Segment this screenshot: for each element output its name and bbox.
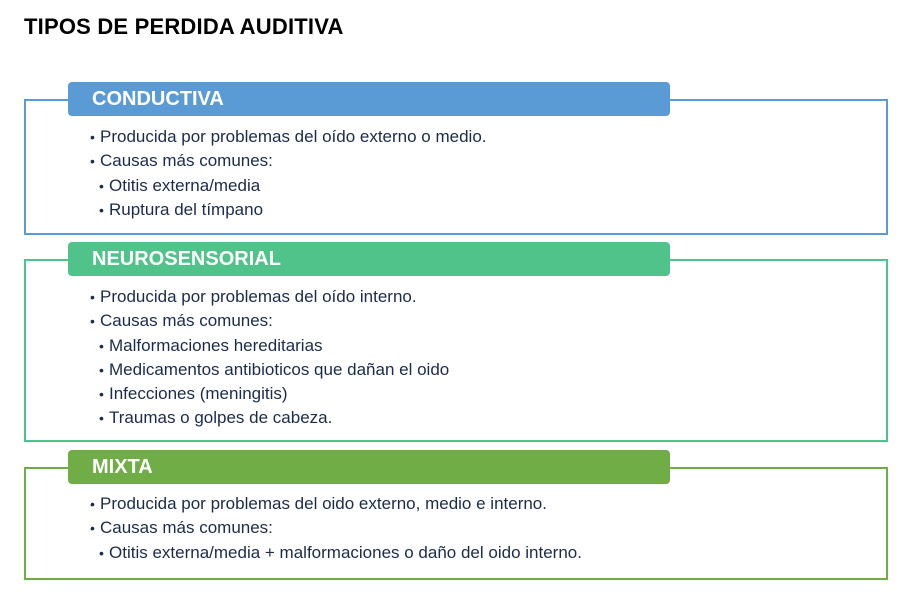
section-header [68, 82, 670, 116]
list-item-text: Infecciones (meningitis) [109, 384, 288, 404]
list-item-text: Ruptura del tímpano [109, 199, 264, 219]
bullet-icon: • [90, 313, 95, 330]
list-item-text: Producida por problemas del oído externo o medio. [100, 127, 487, 146]
section-heading: CONDUCTIVA [92, 87, 224, 110]
bullet-icon: • [99, 201, 104, 218]
bullet-icon: • [99, 410, 104, 427]
bullet-icon: • [99, 386, 104, 403]
list-item [90, 125, 878, 149]
list-item-text: Causas más comunes: [100, 311, 273, 331]
list-item [90, 198, 878, 222]
bullet-icon: • [90, 129, 95, 145]
list-item-text: Producida por problemas del oído interno. [100, 287, 417, 306]
list-item-text: Otitis externa/media + malformaciones o daño del oido interno. [109, 542, 582, 562]
list-item [90, 358, 878, 382]
list-item-text: Producida por problemas del oido externo, medio e interno. [100, 494, 547, 513]
section-neurosensorial [24, 242, 888, 442]
section-conductiva [24, 82, 888, 235]
list-item-text: Malformaciones hereditarias [109, 335, 323, 355]
list-item [90, 149, 878, 173]
section-header [68, 450, 670, 484]
section-mixta [24, 450, 888, 580]
page-title: TIPOS DE PERDIDA AUDITIVA [24, 14, 344, 39]
section-heading: NEUROSENSORIAL [92, 247, 281, 270]
list-item [90, 516, 878, 540]
list-item-text: Medicamentos antibioticos que dañan el oido [109, 359, 450, 379]
section-heading: MIXTA [92, 455, 153, 478]
list-item-text: Otitis externa/media [109, 175, 261, 195]
list-item [90, 285, 878, 309]
section-header [68, 242, 670, 276]
list-item [90, 492, 878, 516]
bullet-icon: • [99, 361, 104, 378]
list-item-text: Causas más comunes: [100, 518, 273, 538]
list-item [90, 382, 878, 406]
bullet-icon: • [99, 177, 104, 194]
list-item [90, 174, 878, 198]
bullet-icon: • [90, 520, 95, 537]
bullet-icon: • [90, 289, 95, 305]
bullet-icon: • [90, 496, 95, 512]
list-item [90, 334, 878, 358]
list-item-text: Causas más comunes: [100, 151, 273, 171]
bullet-icon: • [99, 544, 104, 561]
section-items [90, 492, 878, 565]
list-item [90, 541, 878, 565]
bullet-icon: • [99, 337, 104, 354]
list-item-text: Traumas o golpes de cabeza. [109, 408, 333, 428]
list-item [90, 309, 878, 333]
section-items [90, 285, 878, 431]
bullet-icon: • [90, 153, 95, 170]
section-items [90, 125, 878, 222]
list-item [90, 406, 878, 430]
